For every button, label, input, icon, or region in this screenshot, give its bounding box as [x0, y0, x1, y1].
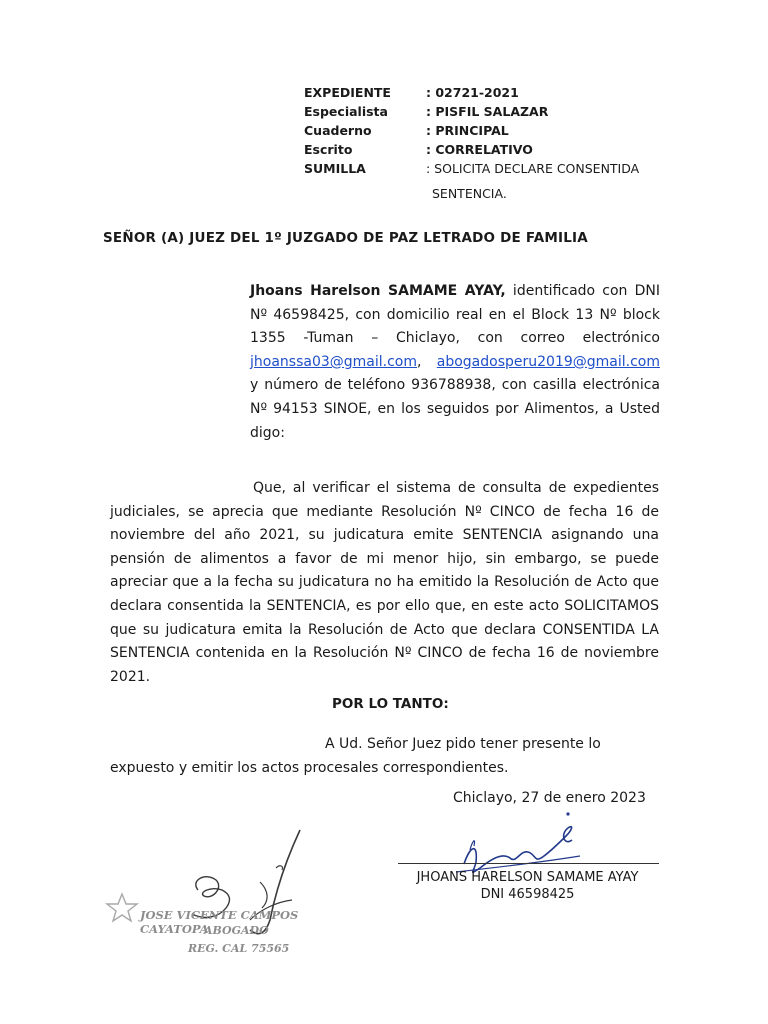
header-row-sumilla — [304, 159, 639, 178]
header-label: Escrito — [304, 142, 353, 157]
petition-line-1: A Ud. Señor Juez pido tener presente lo — [325, 736, 601, 752]
signatory-dni: DNI 46598425 — [480, 887, 575, 902]
email-link-2[interactable]: abogadosperu2019@gmail.com — [436, 353, 660, 370]
header-label: EXPEDIENTE — [304, 85, 391, 100]
lawyer-stamp — [100, 820, 340, 980]
header-row-expediente — [304, 83, 519, 102]
intro-paragraph — [250, 280, 660, 445]
header-value: : SOLICITA DECLARE CONSENTIDA — [426, 161, 640, 176]
header-row-cuaderno — [304, 121, 509, 140]
body-paragraph: Que, al verificar el sistema de consulta de expedientes judiciales, se aprecia que mediante Resolución Nº CINCO de fecha 16 de noviembre del año 2021, su judicatura emite SENTENCIA asignando una pensión de alimentos a favor de mi menor hijo, sin embargo, se puede apreciar que a la fecha su judicatura no ha emitido la Resolución de Acto que declara consentida la SENTENCIA, es por ello que, en este acto SOLICITAMOS que su judicatura emita la Resolución de Acto que declara CONSENTIDA LA SENTENCIA contenida en la Resolución Nº CINCO de fecha 16 de noviembre 2021. — [110, 480, 659, 685]
stamp-registration: REG. CAL 75565 — [188, 942, 290, 955]
header-value: : PISFIL SALAZAR — [426, 104, 549, 119]
intro-text: identificado con DNI Nº 46598425, con domicilio real en el Block 13 Nº block 1355 -Tuman – Chiclayo, con correo electrónico — [250, 283, 660, 347]
header-label: SUMILLA — [304, 161, 366, 176]
petitioner-name: Jhoans Harelson SAMAME AYAY, — [250, 283, 506, 299]
signature-line — [398, 863, 659, 864]
sumilla-continuation: SENTENCIA. — [432, 186, 507, 201]
por-lo-tanto-heading: POR LO TANTO: — [332, 696, 449, 712]
header-row-especialista — [304, 102, 548, 121]
email-link-1[interactable]: jhoanssa03@gmail.com — [250, 353, 417, 370]
petition-paragraph — [110, 732, 630, 780]
intro-separator: , — [417, 353, 437, 370]
stamp-lawyer-name: JOSE VICENTE CAMPOS CAYATOPA — [140, 908, 299, 936]
addressee-title: SEÑOR (A) JUEZ DEL 1º JUZGADO DE PAZ LETRADO DE FAMILIA — [103, 230, 588, 246]
intro-text-2: y número de teléfono 936788938, con casilla electrónica Nº 94153 SINOE, en los seguidos por Alimentos, a Usted digo: — [250, 377, 660, 441]
signatory-name: JHOANS HARELSON SAMAME AYAY — [416, 870, 639, 885]
header-label: Especialista — [304, 104, 388, 119]
header-value: : PRINCIPAL — [426, 123, 509, 138]
header-row-escrito — [304, 140, 533, 159]
signatory-block — [400, 869, 655, 903]
lawyer-signature — [100, 820, 340, 980]
stamp-role: ABOGADO — [204, 924, 269, 937]
header-label: Cuaderno — [304, 123, 372, 138]
petition-line-2: expuesto y emitir los actos procesales correspondientes. — [110, 760, 509, 776]
place-date: Chiclayo, 27 de enero 2023 — [453, 790, 646, 806]
header-value: : 02721-2021 — [426, 85, 519, 100]
header-value: : CORRELATIVO — [426, 142, 533, 157]
